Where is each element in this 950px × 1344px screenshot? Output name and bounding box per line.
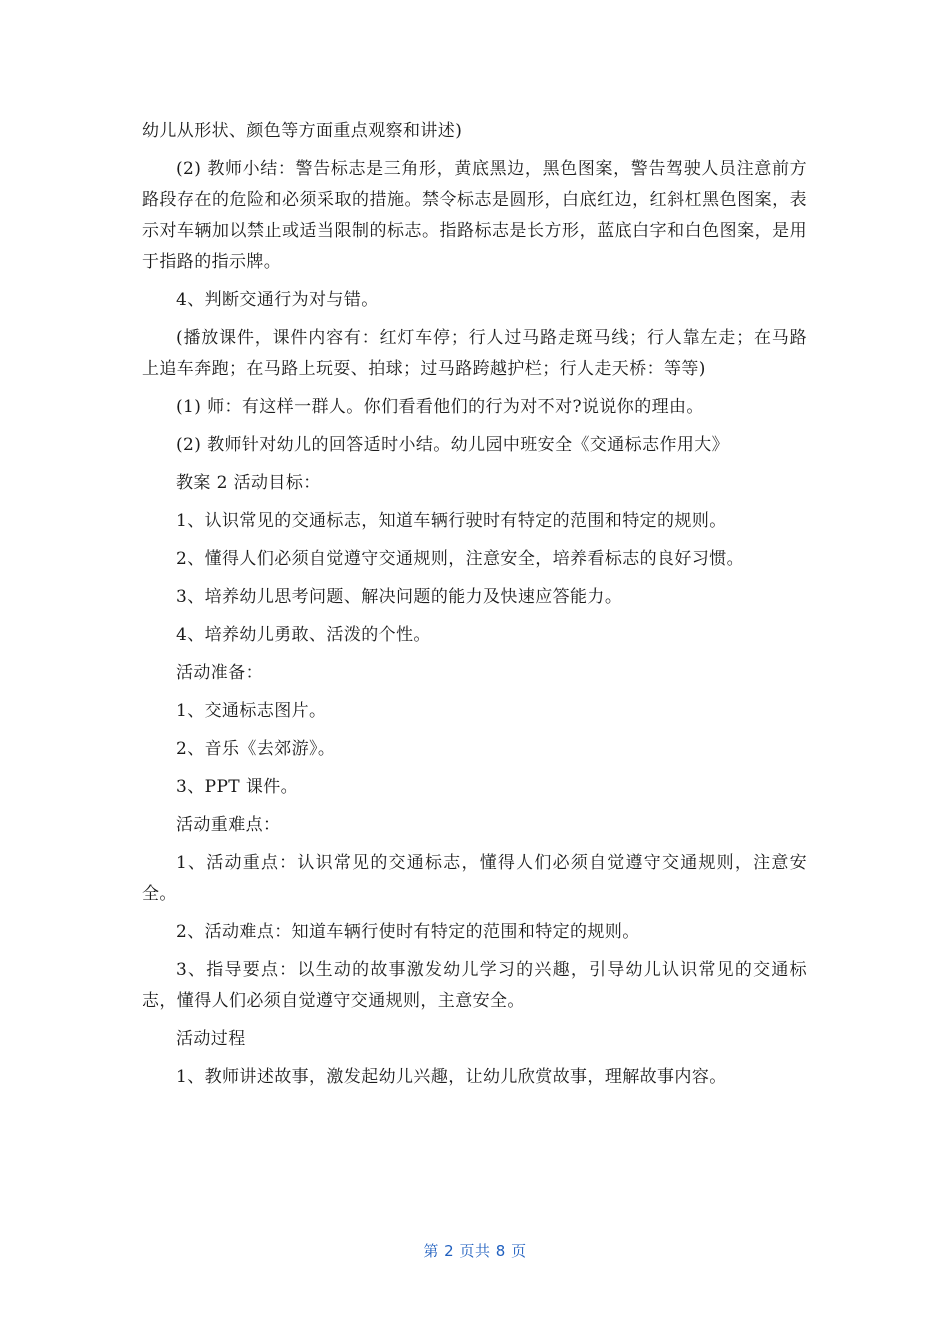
paragraph-13: 1、交通标志图片。: [176, 701, 327, 721]
paragraph-18: 2、活动难点：知道车辆行使时有特定的范围和特定的规则。: [176, 922, 640, 942]
paragraph-2: (2) 教师小结：警告标志是三角形，黄底黑边，黑色图案，警告驾驶人员注意前方路段存在的危险和必须采取的措施。禁令标志是圆形，白底红边，红斜杠黑色图案，表示对车辆加以禁止或适当限制的标志。指路标志是长方形，蓝底白字和白色图案，是用于指路的指示牌。: [142, 159, 807, 272]
paragraph-1: 幼儿从形状、颜色等方面重点观察和讲述): [142, 121, 463, 141]
paragraph-12: 活动准备：: [176, 663, 263, 683]
paragraph-15: 3、PPT 课件。: [176, 777, 299, 797]
paragraph-20: 活动过程: [176, 1029, 246, 1049]
paragraph-21: 1、教师讲述故事，激发起幼儿兴趣，让幼儿欣赏故事，理解故事内容。: [176, 1067, 727, 1087]
paragraph-19: 3、指导要点：以生动的故事激发幼儿学习的兴趣，引导幼儿认识常见的交通标志，懂得人们必须自觉遵守交通规则，主意安全。: [142, 960, 807, 1011]
paragraph-6: (2) 教师针对幼儿的回答适时小结。幼儿园中班安全《交通标志作用大》: [176, 435, 730, 455]
paragraph-8: 1、认识常见的交通标志，知道车辆行驶时有特定的范围和特定的规则。: [176, 511, 727, 531]
paragraph-9: 2、懂得人们必须自觉遵守交通规则，注意安全，培养看标志的良好习惯。: [176, 549, 745, 569]
paragraph-14: 2、音乐《去郊游》。: [176, 739, 336, 759]
paragraph-3: 4、判断交通行为对与错。: [176, 290, 379, 310]
paragraph-7: 教案 2 活动目标：: [176, 473, 321, 493]
paragraph-5: (1) 师：有这样一群人。你们看看他们的行为对不对?说说你的理由。: [176, 397, 704, 417]
paragraph-11: 4、培养幼儿勇敢、活泼的个性。: [176, 625, 431, 645]
document-body: [142, 116, 807, 1100]
paragraph-17: 1、活动重点：认识常见的交通标志，懂得人们必须自觉遵守交通规则，注意安全。: [142, 853, 807, 904]
page-number-footer: 第 2 页共 8 页: [423, 1242, 527, 1260]
paragraph-10: 3、培养幼儿思考问题、解决问题的能力及快速应答能力。: [176, 587, 623, 607]
paragraph-16: 活动重难点：: [176, 815, 281, 835]
paragraph-4: (播放课件，课件内容有：红灯车停；行人过马路走斑马线；行人靠左走；在马路上追车奔跑；在马路上玩耍、拍球；过马路跨越护栏；行人走天桥：等等): [142, 328, 807, 379]
